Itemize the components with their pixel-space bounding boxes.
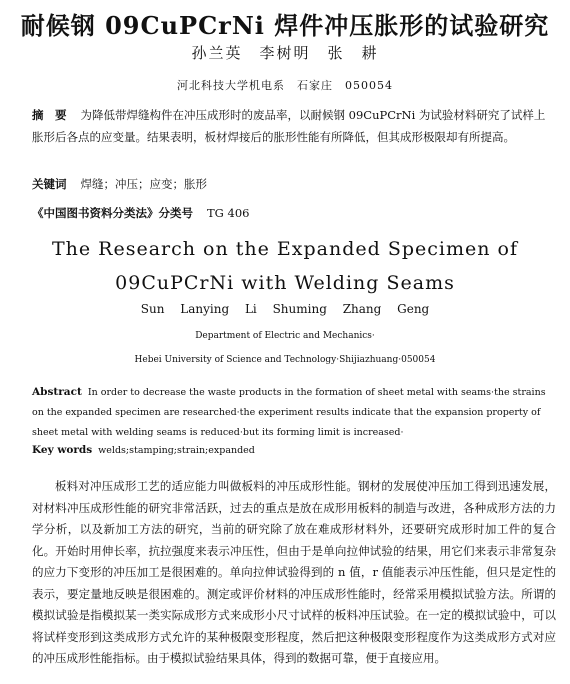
body-paragraph: 板料对冲压成形工艺的适应能力叫做板料的冲压成形性能。钢材的发展使冲压加工得到迅速发展，对材料冲压成形性能的研究非常活跃，过去的重点是放在成形用板料的制造与改进，各种成形方法的力学分析，以及新加工方法的研究，当前的研究除了放在难成形材料外，还要研究成形时加工件的复合化。开始时用伸长率，抗拉强度来表示冲压性，但由于是单向拉伸试验的结果，用它们来表示非常复杂的应力下变形的冲压加工是很困难的。单向拉伸试验得到的 n 值，r 值能表示冲压性能，但只是定性的表示，要定量地反映是很困难的。测定或评价材料的冲压成形性能时，经常采用模拟试验方法。所谓的模拟试验是指模拟某一类实际成形方式来成形小尺寸试样的板料冲压试验。在一定的模拟试验中，可以将试样变形到这类成形方式允许的某种极限变形程度，然后把这种极限变形程度作为这类成形方式对应的冲压成形性能指标。由于模拟试验结果具体，得到的数据可靠，便于直接应用。 — [32, 479, 556, 665]
classification-code: TG 406 — [207, 206, 250, 220]
english-title: The Research on the Expanded Specimen of 09CuPCrNi with Welding Seams — [51, 238, 518, 294]
english-abstract-text: In order to decrease the waste products in the formation of sheet metal with seams·the strains on the expanded specimen are researched·the experiment results indicate that the expansion property of sheet metal with welding seams is reduced·but its forming limit is increased· — [32, 387, 546, 438]
chinese-keywords-label: 关键词 — [32, 177, 67, 191]
classification-label: 《中国图书资料分类法》分类号 — [32, 206, 193, 220]
chinese-keywords-text: 焊缝；冲压；应变；胀形 — [80, 177, 207, 191]
english-authors: Sun Lanying Li Shuming Zhang Geng — [140, 302, 430, 316]
english-abstract-label: Abstract — [32, 386, 82, 398]
classification-line — [32, 205, 249, 221]
chinese-affiliation: 河北科技大学机电系 石家庄 050054 — [177, 79, 393, 92]
chinese-keywords — [32, 176, 207, 192]
english-abstract — [32, 382, 554, 443]
english-keywords-label: Key words — [32, 444, 93, 456]
chinese-abstract-text: 为降低带焊缝构件在冲压成形时的废品率，以耐候钢 09CuPCrNi 为试验材料研究了试样上胀形后各点的应变量。结果表明，板材焊接后的胀形性能有所降低，但其成形极限却有所提高。 — [32, 108, 546, 144]
english-keywords-text: welds;stamping;strain;expanded — [98, 445, 255, 456]
chinese-abstract — [32, 104, 552, 148]
english-university: Hebei University of Science and Technology·Shijiazhuang·050054 — [134, 355, 436, 365]
english-department: Department of Electric and Mechanics· — [195, 331, 375, 341]
chinese-authors: 孙兰英 李树明 张 耕 — [191, 44, 379, 62]
chinese-abstract-label: 摘 要 — [32, 108, 67, 122]
chinese-title: 耐候钢 09CuPCrNi 焊件冲压胀形的试验研究 — [20, 11, 550, 40]
english-keywords — [32, 444, 255, 456]
